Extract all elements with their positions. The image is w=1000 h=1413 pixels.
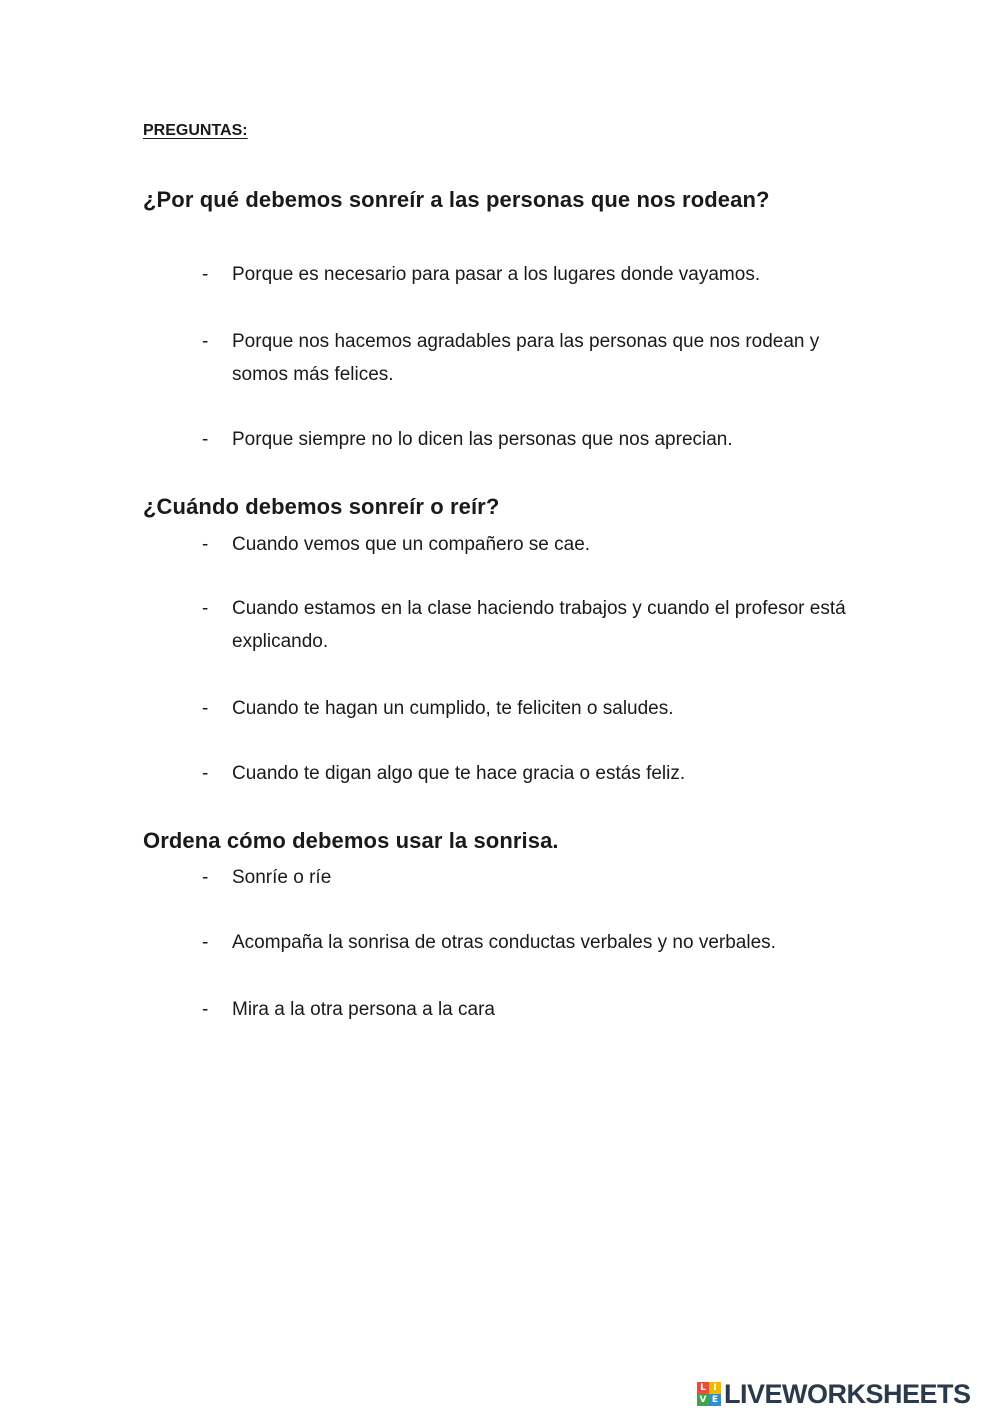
option-text: Sonríe o ríe	[232, 867, 332, 888]
option-dash: -	[202, 429, 209, 450]
question-3-option-2[interactable]	[202, 926, 862, 959]
option-dash: -	[202, 598, 209, 619]
question-2-option-3[interactable]	[202, 692, 862, 725]
logo-letter-e: E	[709, 1394, 721, 1406]
option-text: Cuando te hagan un cumplido, te feliciten o saludes.	[232, 698, 674, 719]
option-text: Cuando te digan algo que te hace gracia o estás feliz.	[232, 763, 686, 784]
option-text: Porque es necesario para pasar a los lugares donde vayamos.	[232, 264, 761, 285]
question-1-title: ¿Por qué debemos sonreír a las personas que nos rodean?	[143, 187, 770, 212]
logo-letter-i: I	[709, 1382, 721, 1394]
option-dash: -	[202, 867, 209, 888]
question-3-option-1[interactable]	[202, 861, 862, 894]
logo-letter-l: L	[697, 1382, 709, 1394]
question-3-title: Ordena cómo debemos usar la sonrisa.	[143, 828, 559, 853]
question-2-option-1[interactable]	[202, 528, 862, 561]
option-text: Acompaña la sonrisa de otras conductas verbales y no verbales.	[232, 932, 776, 953]
brand-name: LIVEWORKSHEETS	[724, 1378, 971, 1409]
question-2-title: ¿Cuándo debemos sonreír o reír?	[143, 494, 500, 519]
liveworksheets-brand	[697, 1378, 971, 1410]
question-3-option-3[interactable]	[202, 993, 862, 1026]
option-text: Mira a la otra persona a la cara	[232, 999, 495, 1020]
page-heading: PREGUNTAS:	[143, 122, 248, 139]
option-text: Cuando vemos que un compañero se cae.	[232, 534, 591, 555]
option-dash: -	[202, 763, 209, 784]
question-2-option-4[interactable]	[202, 757, 862, 790]
logo-letter-v: V	[697, 1394, 709, 1406]
option-text: Porque nos hacemos agradables para las personas que nos rodean y somos más felices.	[232, 331, 820, 385]
question-1-option-3[interactable]	[202, 423, 862, 456]
option-dash: -	[202, 534, 209, 555]
option-dash: -	[202, 932, 209, 953]
option-text: Porque siempre no lo dicen las personas que nos aprecian.	[232, 429, 733, 450]
option-dash: -	[202, 331, 209, 352]
question-1-option-1[interactable]	[202, 258, 862, 291]
liveworksheets-logo-icon	[697, 1382, 721, 1406]
option-dash: -	[202, 264, 209, 285]
question-1-option-2[interactable]	[202, 325, 862, 391]
option-dash: -	[202, 999, 209, 1020]
option-text: Cuando estamos en la clase haciendo trabajos y cuando el profesor está explicando.	[232, 598, 846, 652]
option-dash: -	[202, 698, 209, 719]
question-2-option-2[interactable]	[202, 592, 862, 658]
